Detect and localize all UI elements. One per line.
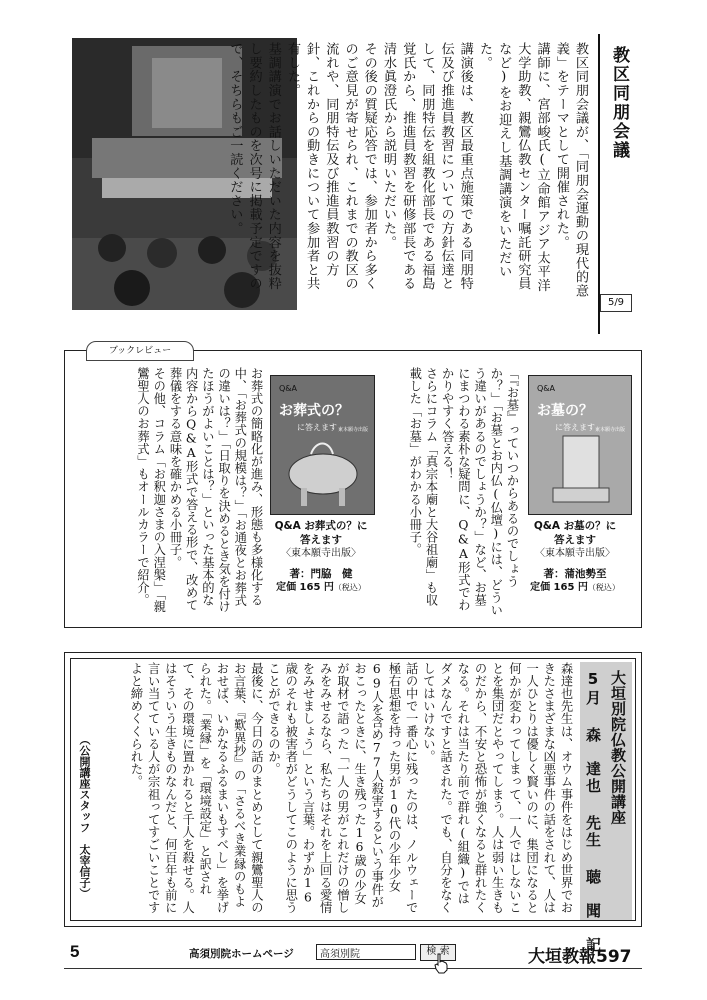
book-cover-subtitle: に答えます: [555, 423, 595, 432]
book-price: 定価 165 円: [276, 582, 334, 593]
book-tax: （税込）: [587, 583, 620, 592]
book-cover-publisher: 東本願寺出版: [337, 427, 368, 433]
book-meta-osoushiki: [246, 519, 396, 595]
search-input[interactable]: 高須別院: [316, 944, 416, 960]
homepage-label: 高須別院ホームページ: [189, 948, 294, 960]
top-article-title-box: [598, 34, 638, 334]
footer-rule: [64, 968, 642, 969]
book-cover-osoushiki: [270, 375, 375, 515]
search-button[interactable]: 検 索: [420, 944, 456, 961]
book-cover-title: お墓の？: [537, 403, 593, 419]
book-review-text-ohaka: 「『お墓』っていつからあるのでしょうか？」「お墓とお内仏(仏壇)には、どういう違いがあるのでしょうか？」など、お墓にまつわる素朴な疑問に、Q&A形式でわかりやすく答える！ さらにコラム「真宗本廟と大谷祖廟」も収載した「お墓」がわかる小冊子。: [407, 367, 519, 617]
newsletter-name: 大垣教報597: [528, 947, 632, 967]
book-cover-qa: Q&A: [537, 384, 556, 393]
top-article-title: 教区同朋会議: [609, 46, 629, 160]
book-price: 定価 165 円: [530, 582, 588, 593]
book-title-line1: Q&A お墓の？に: [533, 520, 617, 532]
top-article-body: 教区同朋会議が、「同朋会運動の現代的意義」をテーマとして開催された。 講師に、宮部峻氏(立命館アジア太平洋大学助教、親鸞仏教センター嘱託研究員など)をお迎えし基調講演をいただいた。 講演後は、教区最重点施策である同朋特伝及び推進員教習についての方針伝達として、同朋特伝を組教化部長である福島覚氏から、推進員教習を研修部長である清水眞澄氏から説明いただいた。 その後の質疑応答では、参加者から多くのご意見が寄せられ、これまでの教区の流れや、同朋特伝及び推進員教習の方針、これからの動きについて参加者と共有した。 基調講演でお話しいただいた内容を抜粋し要約したものを次号に掲載予定ですので、そちらもご一読ください。: [227, 42, 588, 298]
book-author: 著：門脇 健: [289, 568, 353, 580]
book-cover-qa: Q&A: [279, 384, 298, 393]
book-publisher: 〈東本願寺出版〉: [281, 548, 361, 559]
book-cover-subtitle: に答えます: [297, 423, 337, 432]
lecture-staff: （公開講座スタッフ 太宰信子）: [78, 734, 91, 899]
top-article-date: 5/9: [600, 294, 632, 312]
incense-burner-icon: [271, 376, 376, 516]
book-review-tab: ブックレビュー: [86, 341, 194, 361]
book-price-line: [246, 581, 396, 595]
lecture-body: 森達也先生は、オウム事件をはじめ世界でおきたさまざまな凶悪事件の話をされて、人は一人ひとりは優しく賢いのに、集団になると何かが変わってしまって、一人ではしないことを集団だとやってしまう。人は弱い生きものだから、不安と恐怖が強くなると群れたくなる。それは当たり前で群れ(組織)ではダメなんですと話された。でも、自分をなくしてはいけない。 話の中で一番心に残ったのは、ノルウェーで極右思想を持った男が10代の少年少女69人を含め77人殺害するという事件がおこったときに、生き残った16歳の少女が取材で語った「一人の男がこれだけの憎しみをみせるなら、私たちはそれを上回る愛情をみせましょう」という言葉。わずか16歳のそれも被害者がどうしてこのように思うことができるのか。 最後に、今日の話のまとめとして親鸞聖人のお言葉、『歎異抄』の「さるべき業縁のもよおせば、いかなるふるまいもすべし」を挙げられた。「業縁」を「環境設定」と訳されて、その環境に置かれると千人を殺せる。人はそういう生きものなんだと、何百年も前に言い当てている人が宗祖ってすごいことですよと締めくくられた。: [128, 662, 573, 914]
lecture-date-speaker: 5月 森 達也 先生 聴 聞 記: [584, 670, 602, 954]
book-title-line2: 答えます: [300, 534, 342, 546]
book-cover-publisher: 東本願寺出版: [594, 427, 625, 433]
book-price-line: [506, 581, 644, 595]
book-tax: （税込）: [333, 583, 366, 592]
book-publisher: 〈東本願寺出版〉: [535, 548, 615, 559]
grave-icon: [529, 376, 633, 516]
hand-cursor-icon: [432, 952, 450, 974]
book-cover-ohaka: [528, 375, 632, 515]
lecture-title: 大垣別院仏教公開講座: [609, 670, 627, 825]
book-cover-title: お葬式の？: [279, 403, 349, 419]
page-number: 5: [70, 942, 80, 961]
book-meta-ohaka: [506, 519, 644, 595]
book-title-line2: 答えます: [554, 534, 596, 546]
book-review-text-osoushiki: お葬式の簡略化が進み、形態も多様化する中、「お葬式の規模は？」「お通夜とお葬式の違いは？」「日取りを決めるとき気を付けたほうがよいことは？」といった基本的な内容からQ&A形式で答える形で、改めて葬儀をする意味を確かめる小冊子。 その他、コラム「お釈迦さまの入涅槃」「親鸞聖人のお葬式」もオールカラーで紹介。: [135, 367, 263, 613]
book-title-line1: Q&A お葬式の？に: [274, 520, 368, 532]
book-author: 著：蒲池勢至: [543, 568, 607, 580]
